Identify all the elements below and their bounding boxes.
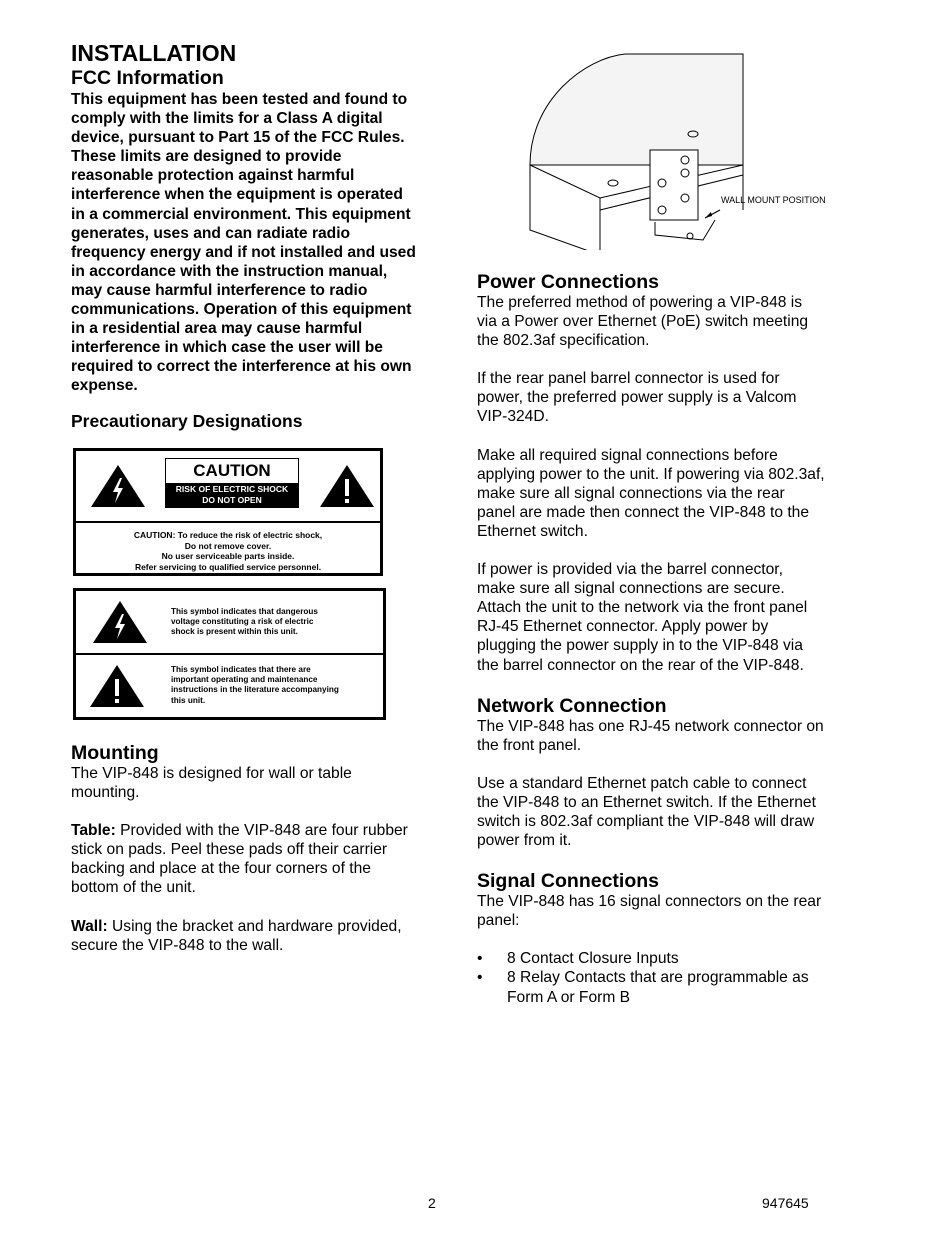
bullet: •	[477, 950, 483, 968]
wall-label: Wall:	[71, 917, 108, 935]
list-item	[477, 949, 857, 968]
signal-list	[477, 949, 857, 1006]
wall-mount-illustration	[525, 50, 855, 250]
fcc-line: device, pursuant to Part 15 of the FCC Rules.	[71, 129, 405, 147]
fcc-line: expense.	[71, 377, 138, 395]
fcc-line: generates, uses and can radiate radio	[71, 224, 351, 242]
signal-heading: Signal Connections	[477, 870, 660, 893]
right-column	[477, 271, 857, 1007]
body-line: the front panel.	[477, 736, 582, 754]
body-line: backing and place at the four corners of the	[71, 860, 371, 878]
network-heading: Network Connection	[477, 694, 667, 717]
wall-mount-position-label: WALL MOUNT POSITION	[721, 195, 826, 205]
fcc-line: interference in which case the user will be	[71, 339, 383, 357]
body-line: the barrel connector on the rear of the VIP-848.	[477, 656, 804, 674]
power-paragraph-2	[477, 369, 857, 426]
caution-label	[73, 448, 383, 576]
voltage-symbol-text	[171, 607, 351, 638]
list-item-line: Form A or Form B	[507, 988, 631, 1006]
fcc-line: communications. Operation of this equipment	[71, 301, 412, 319]
caution-title: CAUTION	[193, 461, 271, 480]
body-line: VIP-324D.	[477, 408, 549, 426]
mounting-wall	[71, 917, 443, 955]
fcc-line: required to correct the interference at his own	[71, 358, 412, 376]
fcc-line: This equipment has been tested and found to	[71, 91, 408, 108]
body-line: power from it.	[477, 832, 572, 850]
electric-shock-warning-icon	[92, 600, 148, 644]
power-paragraph-1	[477, 293, 857, 350]
fcc-line: may cause harmful interference to radio	[71, 281, 368, 299]
body-line: The VIP-848 has one RJ-45 network connector on	[477, 717, 824, 735]
body-line: the 802.3af specification.	[477, 332, 650, 350]
list-item-line: 8 Relay Contacts that are programmable as	[507, 969, 809, 987]
document-number: 947645	[762, 1195, 809, 1211]
fcc-paragraph	[71, 90, 443, 396]
electric-shock-warning-icon	[90, 464, 146, 508]
fcc-line: in a commercial environment. This equipment	[71, 205, 411, 223]
caution-notice	[76, 523, 380, 573]
fcc-heading: FCC Information	[71, 67, 224, 89]
symbol-text-line: This symbol indicates that dangerous	[171, 607, 318, 616]
body-line: If power is provided via the barrel connector,	[477, 561, 783, 579]
fcc-line: comply with the limits for a Class A digital	[71, 110, 383, 128]
body-line: the VIP-848 to an Ethernet switch. If the Ethernet	[477, 793, 816, 811]
fcc-line: interference when the equipment is operated	[71, 186, 403, 204]
body-line: switch is 802.3af compliant the VIP-848 will draw	[477, 812, 815, 830]
body-line: bottom of the unit.	[71, 879, 196, 897]
fcc-line: in a residential area may cause harmful	[71, 320, 363, 338]
fcc-line: frequency energy and if not installed and used	[71, 243, 416, 261]
bullet: •	[477, 969, 483, 987]
body-line: plugging the power supply in to the VIP-848 via	[477, 637, 803, 655]
signal-paragraph-1	[477, 892, 857, 930]
list-item	[477, 968, 857, 1006]
body-line: Using the bracket and hardware provided,	[107, 917, 402, 935]
power-paragraph-3	[477, 446, 857, 541]
body-line: secure the VIP-848 to the wall.	[71, 936, 284, 954]
symbol-text-line: instructions in the literature accompanying	[171, 685, 339, 695]
power-paragraph-4	[477, 560, 857, 675]
caution-band-line: DO NOT OPEN	[202, 495, 262, 505]
body-line: applying power to the unit. If powering via 802.3af,	[477, 465, 825, 483]
page-number: 2	[428, 1195, 436, 1211]
symbol-text-line: this unit.	[171, 695, 206, 705]
mounting-table	[71, 821, 443, 897]
body-line: Provided with the VIP-848 are four rubber	[115, 822, 408, 840]
body-line: The preferred method of powering a VIP-848 is	[477, 294, 803, 311]
power-heading: Power Connections	[477, 271, 660, 293]
body-line: The VIP-848 has 16 signal connectors on the rear	[477, 893, 822, 911]
body-line: The VIP-848 is designed for wall or table	[71, 765, 352, 782]
body-line: via a Power over Ethernet (PoE) switch meeting	[477, 313, 809, 331]
body-line: Attach the unit to the network via the front panel	[477, 599, 808, 617]
left-column	[71, 40, 443, 396]
body-line: panel:	[477, 912, 520, 930]
instructions-symbol-text	[171, 665, 351, 706]
body-line: power, the preferred power supply is a Valcom	[477, 389, 797, 407]
body-line: mounting.	[71, 784, 140, 802]
caution-top-row	[76, 451, 380, 523]
network-paragraph-1	[477, 717, 857, 755]
caution-notice-line: No user serviceable parts inside.	[161, 551, 295, 561]
exclamation-warning-icon	[319, 464, 375, 508]
symbol-explanations	[73, 588, 386, 720]
precautionary-heading: Precautionary Designations	[71, 411, 303, 431]
instructions-symbol-row	[76, 655, 383, 717]
installation-heading: INSTALLATION	[71, 40, 237, 66]
symbol-text-line: important operating and maintenance	[171, 675, 318, 685]
fcc-line: These limits are designed to provide	[71, 148, 342, 166]
body-line: Use a standard Ethernet patch cable to connect	[477, 774, 807, 792]
caution-band	[166, 483, 298, 508]
symbol-text-line: voltage constituting a risk of electric	[171, 617, 314, 627]
mounting-intro	[71, 764, 443, 802]
network-paragraph-2	[477, 774, 857, 850]
symbol-text-line: shock is present within this unit.	[171, 627, 298, 637]
body-line: make sure all signal connections are secure.	[477, 580, 785, 598]
caution-notice-line: CAUTION: To reduce the risk of electric shock,	[133, 530, 323, 540]
body-line: If the rear panel barrel connector is used for	[477, 370, 780, 388]
body-line: stick on pads. Peel these pads off their carrier	[71, 841, 388, 859]
fcc-line: in accordance with the instruction manual,	[71, 262, 388, 280]
caution-notice-line: Refer servicing to qualified service personnel.	[134, 561, 322, 572]
table-label: Table:	[71, 822, 116, 840]
body-line: make sure all signal connections via the rear	[477, 484, 785, 502]
symbol-text-line: This symbol indicates that there are	[171, 665, 311, 674]
voltage-symbol-row	[76, 591, 383, 655]
exclamation-warning-icon	[89, 664, 145, 708]
list-item-line: 8 Contact Closure Inputs	[507, 950, 679, 968]
body-line: panel are made then connect the VIP-848 to the	[477, 503, 810, 521]
caution-notice-line: Do not remove cover.	[184, 540, 272, 551]
body-line: RJ-45 Ethernet connector. Apply power by	[477, 618, 769, 636]
caution-band-line: RISK OF ELECTRIC SHOCK	[175, 484, 289, 494]
mounting-section	[71, 742, 443, 955]
caution-title-box	[165, 458, 299, 508]
body-line: Make all required signal connections before	[477, 446, 778, 464]
mounting-heading: Mounting	[71, 742, 159, 764]
fcc-line: reasonable protection against harmful	[71, 167, 355, 185]
body-line: Ethernet switch.	[477, 522, 588, 540]
